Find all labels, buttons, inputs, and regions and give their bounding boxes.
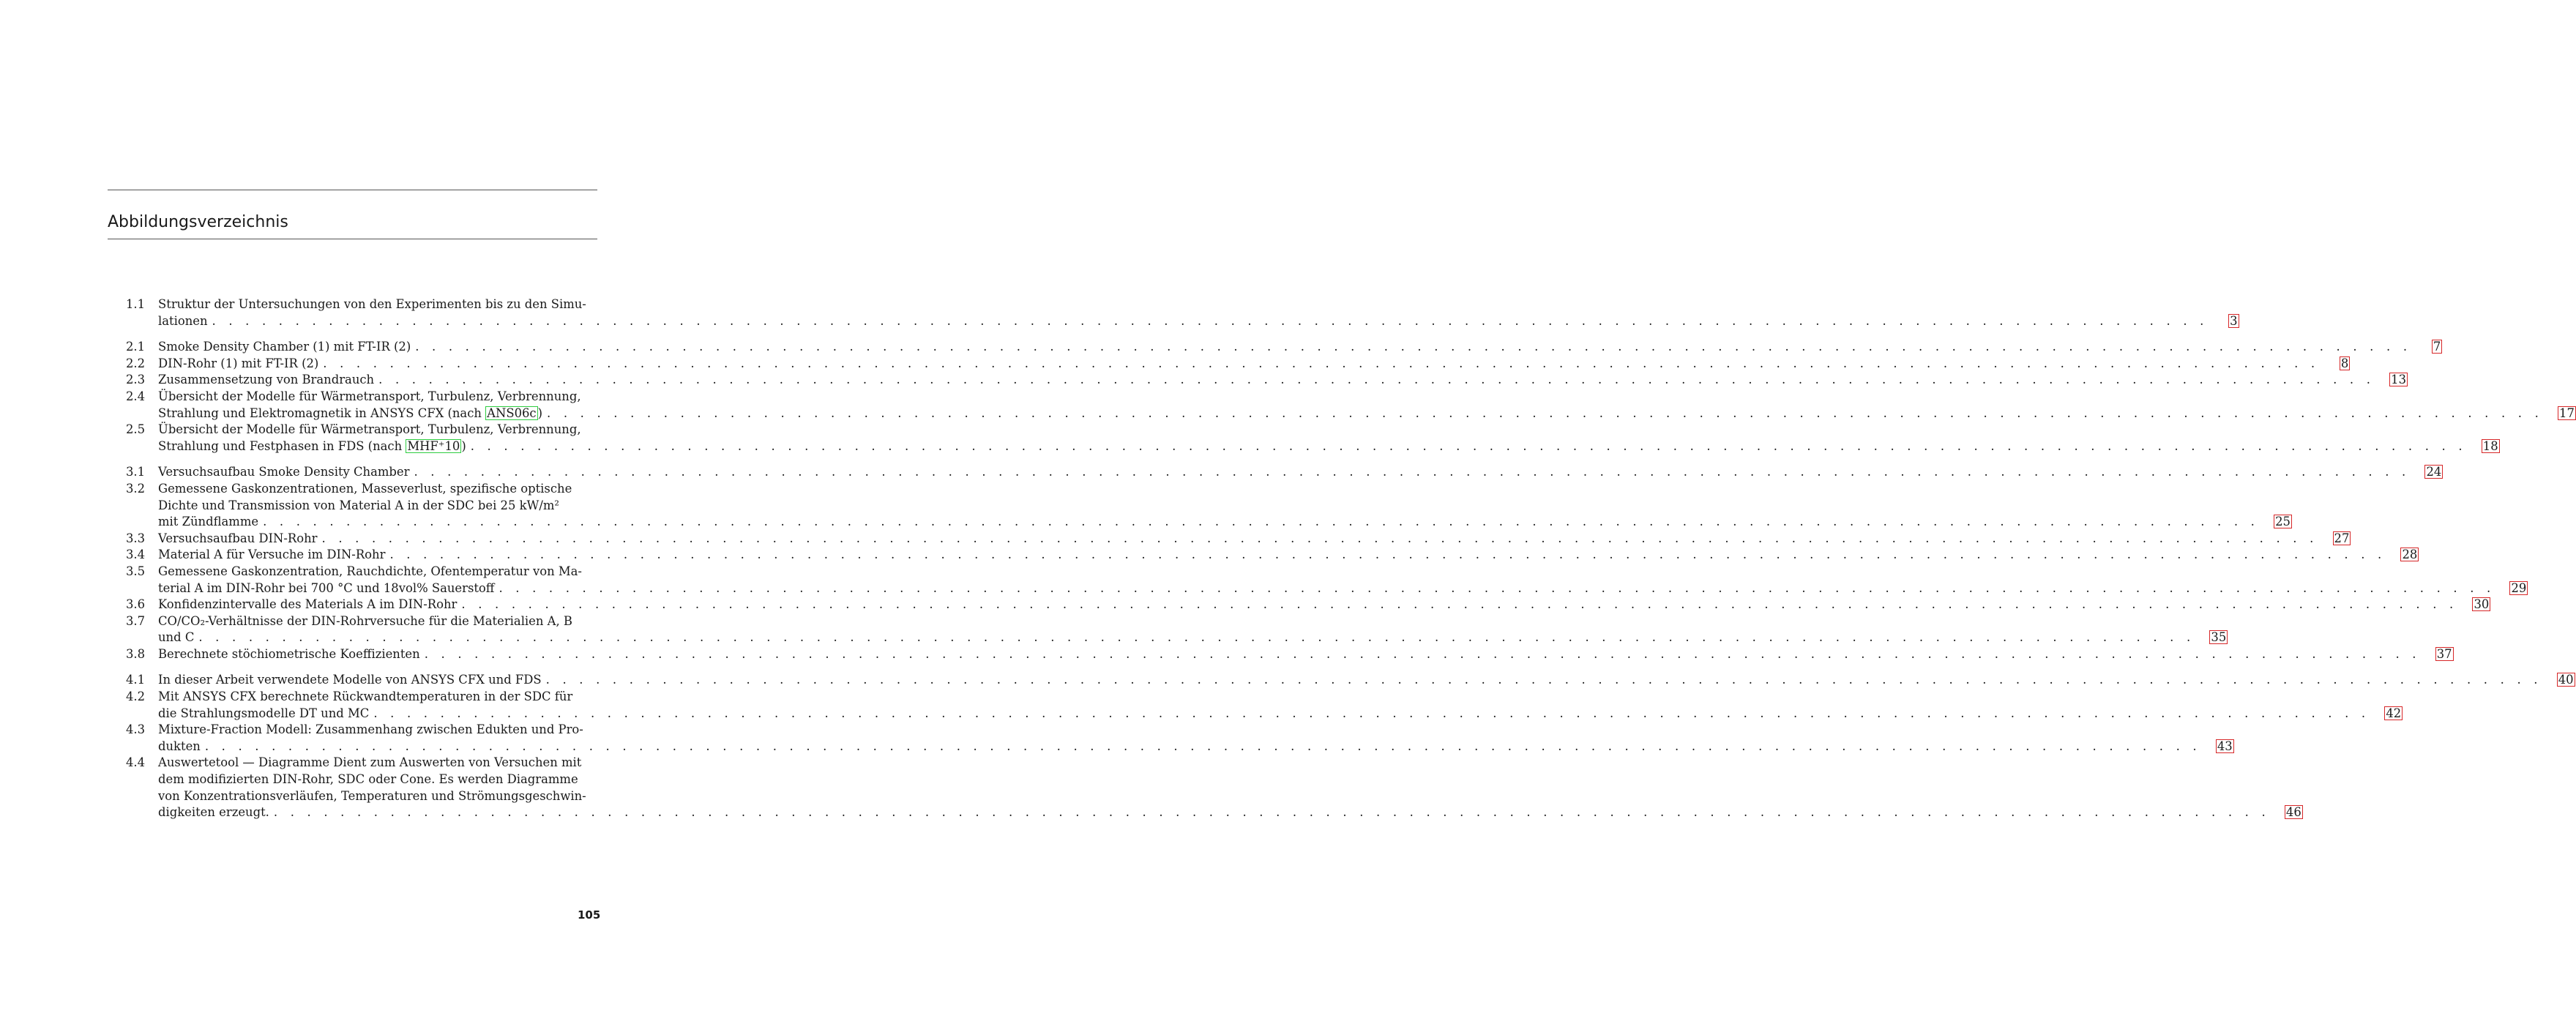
caption-line-suffix: ) bbox=[461, 438, 466, 453]
caption-line-text-wrap bbox=[158, 547, 385, 564]
caption-line-text: digkeiten erzeugt. bbox=[158, 805, 269, 820]
caption-line bbox=[158, 531, 2318, 548]
dot-leader: . . . . . . . . . . . . . . . . . . . . . . . . . . . . . . . . . . . . . . . . . . . . . . . . . . . . . . . . . . . . . . . . . . . . . . . . . . . . . . . . . . . . . . . . . . . . . . . . . . . . . . . . . . . . . . . . . . . . . . . . bbox=[414, 465, 2411, 479]
caption-line: Struktur der Untersuchungen von den Experimenten bis zu den Simu- bbox=[158, 297, 586, 311]
caption-line: Gemessene Gaskonzentrationen, Masseverlust, spezifische optische bbox=[158, 481, 572, 496]
page-reference bbox=[2400, 547, 2419, 564]
dot-leader: . . . . . . . . . . . . . . . . . . . . . . . . . . . . . . . . . . . . . . . . . . . . . . . . . . . . . . . . . . . . . . . . . . . . . . . . . . . . . . . . . . . . . . . . . . . . . . . . . . . . . . . . . . . . . . . . . . . . . . . . bbox=[273, 805, 2270, 820]
page-reference bbox=[2435, 646, 2454, 663]
figure-caption bbox=[158, 372, 2375, 389]
caption-line bbox=[158, 356, 2319, 373]
toc-entry[interactable] bbox=[126, 531, 2350, 548]
figure-number: 4.3 bbox=[126, 722, 146, 737]
caption-line bbox=[158, 464, 2410, 481]
figure-caption bbox=[158, 689, 2370, 722]
page-link[interactable]: 17 bbox=[2559, 406, 2575, 420]
toc-entry[interactable] bbox=[126, 722, 2233, 755]
page-link[interactable]: 40 bbox=[2558, 673, 2574, 687]
caption-line-text: dukten bbox=[158, 739, 201, 753]
caption-line: Gemessene Gaskonzentration, Rauchdichte, Ofentemperatur von Ma- bbox=[158, 564, 582, 578]
figure-caption bbox=[158, 672, 2542, 689]
caption-line-text: die Strahlungsmodelle DT und MC bbox=[158, 706, 370, 720]
figure-caption bbox=[158, 464, 2410, 481]
figure-number: 4.4 bbox=[126, 755, 146, 770]
figure-caption bbox=[158, 531, 2318, 548]
dot-leader: . . . . . . . . . . . . . . . . . . . . . . . . . . . . . . . . . . . . . . . . . . . . . . . . . . . . . . . . . . . . . . . . . . . . . . . . . . . . . . . . . . . . . . . . . . . . . . . . . . . . . . . . . . . . . . . . . . . . . . . . bbox=[470, 438, 2467, 453]
page-link[interactable]: 3 bbox=[2230, 313, 2238, 328]
caption-line-text: Versuchsaufbau Smoke Density Chamber bbox=[158, 465, 410, 479]
caption-line-text: In dieser Arbeit verwendete Modelle von ANSYS CFX und FDS bbox=[158, 673, 542, 687]
caption-line-text-wrap bbox=[158, 372, 374, 389]
caption-line bbox=[158, 672, 2542, 689]
dot-leader: . . . . . . . . . . . . . . . . . . . . . . . . . . . . . . . . . . . . . . . . . . . . . . . . . . . . . . . . . . . . . . . . . . . . . . . . . . . . . . . . . . . . . . . . . . . . . . . . . . . . . . . . . . . . . . . . . . . . . . . . bbox=[461, 597, 2458, 612]
figure-caption bbox=[158, 339, 2411, 356]
toc-entry[interactable] bbox=[126, 464, 2442, 481]
caption-line-text-wrap bbox=[158, 804, 269, 821]
page-reference bbox=[2223, 313, 2239, 330]
page-number: 105 bbox=[578, 908, 601, 922]
figure-number: 3.6 bbox=[126, 597, 146, 612]
figure-number: 4.1 bbox=[126, 673, 146, 687]
figure-number: 1.1 bbox=[126, 297, 146, 311]
caption-line-text: Material A für Versuche im DIN-Rohr bbox=[158, 548, 386, 562]
caption-line-text: Strahlung und Festphasen in FDS (nach bbox=[158, 438, 406, 453]
dot-leader: . . . . . . . . . . . . . . . . . . . . . . . . . . . . . . . . . . . . . . . . . . . . . . . . . . . . . . . . . . . . . . . . . . . . . . . . . . . . . . . . . . . . . . . . . . . . . . . . . . . . . . . . . . . . . . . . . . . . . . . . bbox=[378, 373, 2375, 387]
toc-entry[interactable] bbox=[126, 389, 2575, 422]
figure-caption bbox=[158, 481, 2259, 531]
dot-leader: . . . . . . . . . . . . . . . . . . . . . . . . . . . . . . . . . . . . . . . . . . . . . . . . . . . . . . . . . . . . . . . . . . . . . . . . . . . . . . . . . . . . . . . . . . . . . . . . . . . . . . . . . . . . . . . . . . . . . . . . bbox=[424, 646, 2421, 661]
page-link[interactable]: 7 bbox=[2433, 340, 2441, 354]
caption-line-text-wrap bbox=[158, 406, 542, 422]
page-reference bbox=[2216, 739, 2234, 755]
caption-line bbox=[158, 646, 2421, 663]
caption-line-text: Versuchsaufbau DIN-Rohr bbox=[158, 531, 318, 545]
toc-entry[interactable] bbox=[126, 672, 2574, 689]
caption-line: Dichte und Transmission von Material A in der SDC bei 25 kW/m² bbox=[158, 498, 559, 512]
toc-entry[interactable] bbox=[126, 597, 2490, 613]
caption-line-text-wrap bbox=[158, 672, 542, 689]
dot-leader: . . . . . . . . . . . . . . . . . . . . . . . . . . . . . . . . . . . . . . . . . . . . . . . . . . . . . . . . . . . . . . . . . . . . . . . . . . . . . . . . . . . . . . . . . . . . . . . . . . . . . . . . . . . . . . . . . . . . . . . . bbox=[204, 739, 2201, 753]
figure-caption bbox=[158, 547, 2386, 564]
figure-number: 2.2 bbox=[126, 356, 146, 370]
page-link[interactable]: 28 bbox=[2402, 548, 2418, 562]
page-reference bbox=[2472, 597, 2490, 613]
dot-leader: . . . . . . . . . . . . . . . . . . . . . . . . . . . . . . . . . . . . . . . . . . . . . . . . . . . . . . . . . . . . . . . . . . . . . . . . . . . . . . . . . . . . . . . . . . . . . . . . . . . . . . . . . . . . . . . . . . . . . . . . bbox=[323, 356, 2320, 370]
caption-line bbox=[158, 629, 2195, 646]
toc-group bbox=[126, 339, 2575, 455]
dot-leader: . . . . . . . . . . . . . . . . . . . . . . . . . . . . . . . . . . . . . . . . . . . . . . . . . . . . . . . . . . . . . . . . . . . . . . . . . . . . . . . . . . . . . . . . . . . . . . . . . . . . . . . . . . . . . . . . . . . . . . . . bbox=[499, 580, 2495, 595]
caption-line-text-wrap bbox=[158, 629, 194, 646]
figure-caption bbox=[158, 356, 2319, 373]
toc-entry[interactable] bbox=[126, 422, 2498, 455]
page-link[interactable]: 27 bbox=[2334, 531, 2350, 545]
page-reference bbox=[2424, 464, 2443, 481]
page-link[interactable]: 30 bbox=[2474, 597, 2490, 612]
caption-line bbox=[158, 514, 2259, 531]
page-link[interactable]: 46 bbox=[2285, 805, 2301, 820]
caption-line-text: Konfidenzintervalle des Materials A im DIN-Rohr bbox=[158, 597, 458, 612]
caption-line: dem modifizierten DIN-Rohr, SDC oder Cone. Es werden Diagramme bbox=[158, 772, 578, 787]
page-reference bbox=[2482, 438, 2500, 455]
toc-entry[interactable] bbox=[126, 339, 2441, 356]
caption-line-text-wrap bbox=[158, 597, 457, 613]
caption-line bbox=[158, 597, 2457, 613]
figure-number: 3.4 bbox=[126, 548, 146, 562]
page-reference bbox=[2426, 339, 2442, 356]
dot-leader: . . . . . . . . . . . . . . . . . . . . . . . . . . . . . . . . . . . . . . . . . . . . . . . . . . . . . . . . . . . . . . . . . . . . . . . . . . . . . . . . . . . . . . . . . . . . . . . . . . . . . . . . . . . . . . . . . . . . . . . . bbox=[545, 673, 2542, 687]
figure-caption bbox=[158, 755, 2270, 821]
figure-caption bbox=[158, 597, 2457, 613]
caption-line-text-wrap bbox=[158, 464, 409, 481]
caption-line-text: lationen bbox=[158, 313, 208, 328]
page-reference bbox=[2389, 372, 2408, 389]
toc-entry[interactable] bbox=[126, 356, 2349, 373]
caption-line-text: Berechnete stöchiometrische Koeffizienten bbox=[158, 646, 420, 661]
figure-caption bbox=[158, 422, 2467, 455]
toc-entry[interactable] bbox=[126, 547, 2418, 564]
caption-line bbox=[158, 547, 2386, 564]
caption-line-text-wrap bbox=[158, 339, 411, 356]
citation-link[interactable]: ANS06c bbox=[487, 406, 537, 420]
caption-line bbox=[158, 372, 2375, 389]
figure-caption bbox=[158, 722, 2201, 755]
caption-line: Auswertetool — Diagramme Dient zum Auswerten von Versuchen mit bbox=[158, 755, 582, 770]
toc-entry[interactable] bbox=[126, 481, 2291, 531]
toc-entry[interactable] bbox=[126, 646, 2452, 663]
page-link[interactable]: 8 bbox=[2340, 356, 2349, 370]
dot-leader: . . . . . . . . . . . . . . . . . . . . . . . . . . . . . . . . . . . . . . . . . . . . . . . . . . . . . . . . . . . . . . . . . . . . . . . . . . . . . . . . . . . . . . . . . . . . . . . . . . . . . . . . . . . . . . . . . . . . . . . . bbox=[547, 406, 2544, 420]
caption-line-text: Zusammensetzung von Brandrauch bbox=[158, 373, 375, 387]
toc-entry[interactable] bbox=[126, 613, 2227, 646]
page-reference bbox=[2384, 706, 2403, 722]
caption-line bbox=[158, 706, 2370, 722]
figure-number: 2.4 bbox=[126, 389, 146, 403]
caption-line-text-wrap bbox=[158, 356, 318, 373]
page-reference bbox=[2334, 356, 2350, 373]
page-reference bbox=[2509, 580, 2528, 597]
caption-line bbox=[158, 313, 2209, 330]
dot-leader: . . . . . . . . . . . . . . . . . . . . . . . . . . . . . . . . . . . . . . . . . . . . . . . . . . . . . . . . . . . . . . . . . . . . . . . . . . . . . . . . . . . . . . . . . . . . . . . . . . . . . . . . . . . . . . . . . . . . . . . . bbox=[212, 313, 2209, 328]
dot-leader: . . . . . . . . . . . . . . . . . . . . . . . . . . . . . . . . . . . . . . . . . . . . . . . . . . . . . . . . . . . . . . . . . . . . . . . . . . . . . . . . . . . . . . . . . . . . . . . . . . . . . . . . . . . . . . . . . . . . . . . . bbox=[373, 706, 2370, 720]
figure-number: 2.5 bbox=[126, 422, 146, 437]
page-reference bbox=[2557, 672, 2575, 689]
toc-entry[interactable] bbox=[126, 296, 2238, 329]
page-reference bbox=[2274, 514, 2292, 531]
toc-group bbox=[126, 672, 2574, 821]
figure-number: 3.5 bbox=[126, 564, 146, 578]
citation-link[interactable]: MHF⁺10 bbox=[407, 438, 460, 453]
dot-leader: . . . . . . . . . . . . . . . . . . . . . . . . . . . . . . . . . . . . . . . . . . . . . . . . . . . . . . . . . . . . . . . . . . . . . . . . . . . . . . . . . . . . . . . . . . . . . . . . . . . . . . . . . . . . . . . . . . . . . . . . bbox=[198, 630, 2195, 645]
caption-line-text: Strahlung und Elektromagnetik in ANSYS CFX (nach bbox=[158, 406, 486, 420]
figure-number: 3.8 bbox=[126, 646, 146, 661]
caption-line-text-wrap bbox=[158, 646, 420, 663]
toc-entry[interactable] bbox=[126, 372, 2407, 389]
figure-caption bbox=[158, 564, 2495, 597]
page-link[interactable]: 37 bbox=[2436, 646, 2452, 661]
page-link[interactable]: 35 bbox=[2211, 630, 2227, 645]
caption-line-text-wrap bbox=[158, 438, 466, 455]
caption-line bbox=[158, 580, 2495, 597]
caption-line-text-wrap bbox=[158, 313, 208, 330]
page-link[interactable]: 13 bbox=[2391, 373, 2407, 387]
caption-line-text-wrap bbox=[158, 739, 201, 755]
dot-leader: . . . . . . . . . . . . . . . . . . . . . . . . . . . . . . . . . . . . . . . . . . . . . . . . . . . . . . . . . . . . . . . . . . . . . . . . . . . . . . . . . . . . . . . . . . . . . . . . . . . . . . . . . . . . . . . . . . . . . . . . bbox=[321, 531, 2318, 545]
figure-number: 2.3 bbox=[126, 373, 146, 387]
caption-line bbox=[158, 339, 2411, 356]
dot-leader: . . . . . . . . . . . . . . . . . . . . . . . . . . . . . . . . . . . . . . . . . . . . . . . . . . . . . . . . . . . . . . . . . . . . . . . . . . . . . . . . . . . . . . . . . . . . . . . . . . . . . . . . . . . . . . . . . . . . . . . . bbox=[415, 340, 2412, 354]
page-reference bbox=[2209, 629, 2228, 646]
chapter-title: Abbildungsverzeichnis bbox=[108, 212, 288, 231]
caption-line bbox=[158, 406, 2543, 422]
figure-number: 4.2 bbox=[126, 690, 146, 704]
caption-line-text: DIN-Rohr (1) mit FT-IR (2) bbox=[158, 356, 319, 370]
figure-number: 2.1 bbox=[126, 340, 146, 354]
page-link[interactable]: 24 bbox=[2426, 465, 2442, 479]
page-link[interactable]: 25 bbox=[2275, 515, 2291, 529]
caption-line-text: und C bbox=[158, 630, 195, 645]
page-link[interactable]: 18 bbox=[2482, 438, 2498, 453]
caption-line-text: terial A im DIN-Rohr bei 700 °C und 18vol% Sauerstoff bbox=[158, 580, 495, 595]
toc-group bbox=[126, 296, 2238, 329]
caption-line-text-wrap bbox=[158, 706, 369, 722]
page-reference bbox=[2333, 531, 2351, 548]
caption-line-suffix: ) bbox=[537, 406, 543, 420]
page-reference bbox=[2285, 804, 2303, 821]
figure-caption bbox=[158, 613, 2195, 646]
caption-line-text: Smoke Density Chamber (1) mit FT-IR (2) bbox=[158, 340, 411, 354]
figure-number: 3.7 bbox=[126, 613, 146, 628]
caption-line: Übersicht der Modelle für Wärmetransport, Turbulenz, Verbrennung, bbox=[158, 389, 581, 403]
caption-line: Mixture-Fraction Modell: Zusammenhang zwischen Edukten und Pro- bbox=[158, 722, 583, 737]
page-link[interactable]: 29 bbox=[2511, 580, 2527, 595]
toc-entry[interactable] bbox=[126, 689, 2402, 722]
caption-line bbox=[158, 804, 2270, 821]
caption-line-text-wrap bbox=[158, 514, 258, 531]
caption-line: von Konzentrationsverläufen, Temperaturen und Strömungsgeschwin- bbox=[158, 788, 586, 803]
caption-line: Übersicht der Modelle für Wärmetransport, Turbulenz, Verbrennung, bbox=[158, 422, 581, 437]
dot-leader: . . . . . . . . . . . . . . . . . . . . . . . . . . . . . . . . . . . . . . . . . . . . . . . . . . . . . . . . . . . . . . . . . . . . . . . . . . . . . . . . . . . . . . . . . . . . . . . . . . . . . . . . . . . . . . . . . . . . . . . . bbox=[263, 515, 2260, 529]
caption-line-text-wrap bbox=[158, 531, 318, 548]
caption-line bbox=[158, 438, 2467, 455]
caption-line: Mit ANSYS CFX berechnete Rückwandtemperaturen in der SDC für bbox=[158, 690, 573, 704]
page-link[interactable]: 42 bbox=[2386, 706, 2402, 720]
figure-caption bbox=[158, 296, 2209, 329]
dot-leader: . . . . . . . . . . . . . . . . . . . . . . . . . . . . . . . . . . . . . . . . . . . . . . . . . . . . . . . . . . . . . . . . . . . . . . . . . . . . . . . . . . . . . . . . . . . . . . . . . . . . . . . . . . . . . . . . . . . . . . . . bbox=[389, 548, 2386, 562]
figure-number: 3.2 bbox=[126, 481, 146, 496]
page-link[interactable]: 43 bbox=[2217, 739, 2233, 753]
caption-line: CO/CO₂-Verhältnisse der DIN-Rohrversuche für die Materialien A, B bbox=[158, 613, 572, 628]
toc-entry[interactable] bbox=[126, 564, 2527, 597]
list-of-figures bbox=[126, 296, 2575, 831]
page-reference bbox=[2558, 406, 2576, 422]
caption-line-text: mit Zündflamme bbox=[158, 515, 259, 529]
caption-line-text-wrap bbox=[158, 580, 494, 597]
toc-entry[interactable] bbox=[126, 755, 2301, 821]
figure-caption bbox=[158, 389, 2543, 422]
figure-number: 3.1 bbox=[126, 465, 146, 479]
caption-line bbox=[158, 739, 2201, 755]
figure-number: 3.3 bbox=[126, 531, 146, 545]
figure-caption bbox=[158, 646, 2421, 663]
toc-group bbox=[126, 464, 2527, 662]
